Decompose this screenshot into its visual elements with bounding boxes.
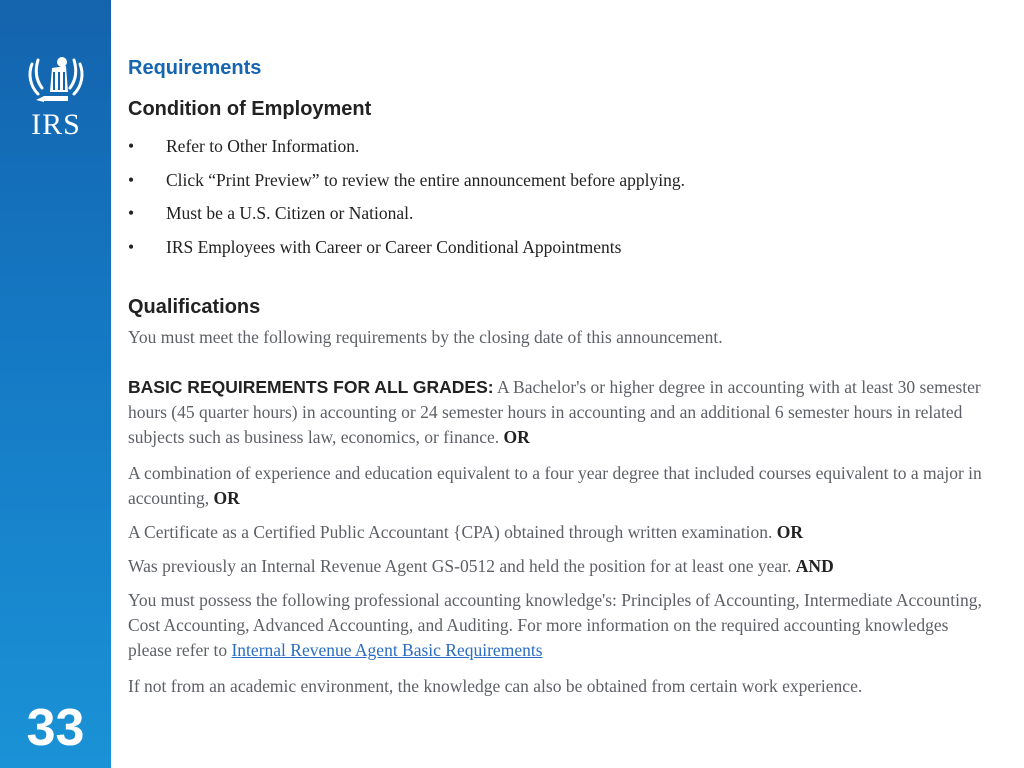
bullet: • xyxy=(128,169,135,190)
knowledge-paragraph xyxy=(128,588,988,663)
bullet: • xyxy=(128,236,135,257)
basic-requirements-paragraph xyxy=(128,375,988,450)
bullet: • xyxy=(128,203,135,223)
list-item xyxy=(128,235,685,269)
alternative-text: A Certificate as a Certified Public Accountant {CPA) obtained through written examination. xyxy=(128,522,777,542)
list-item-text: Must be a U.S. Citizen or National. xyxy=(166,203,414,223)
alternative-agent xyxy=(128,554,988,579)
basic-requirements-text: A Bachelor's or higher degree in accounting with at least 30 semester hours (45 quarter hours) in accounting or 24 semester hours in accounting and an additional 6 semester hours in related subjects such as business law, economics, or finance. xyxy=(128,377,981,447)
knowledge-text: You must possess the following professional accounting knowledge's: Principles of Accounting, Intermediate Accounting, Cost Accounting, Advanced Accounting, and Auditing. For more information on the required accounting knowledges please refer to xyxy=(128,590,982,660)
alternative-text: Was previously an Internal Revenue Agent GS-0512 and held the position for at least one year. xyxy=(128,556,796,576)
alternative-text: A combination of experience and education equivalent to a four year degree that included courses equivalent to a major in accounting, xyxy=(128,463,982,508)
basic-requirements-link[interactable]: Internal Revenue Agent Basic Requirements xyxy=(231,640,543,660)
list-item xyxy=(128,168,685,202)
alternative-cpa xyxy=(128,520,988,545)
list-item-text: Click “Print Preview” to review the entire announcement before applying. xyxy=(166,169,685,190)
work-experience-note: If not from an academic environment, the knowledge can also be obtained from certain work experience. xyxy=(128,676,863,696)
section-title: Requirements xyxy=(128,57,262,79)
condition-heading: Condition of Employment xyxy=(128,98,372,120)
list-item-text: Refer to Other Information. xyxy=(166,136,360,156)
list-item xyxy=(128,201,685,235)
list-item-text: IRS Employees with Career or Career Conditional Appointments xyxy=(166,236,622,257)
qualifications-heading: Qualifications xyxy=(128,296,261,318)
basic-requirements-label: BASIC REQUIREMENTS FOR ALL GRADES: xyxy=(128,377,494,397)
qualifications-intro: You must meet the following requirements by the closing date of this announcement. xyxy=(128,327,723,347)
bullet: • xyxy=(128,136,135,156)
or-connector: OR xyxy=(503,427,530,447)
irs-logo-text: IRS xyxy=(31,108,81,141)
and-connector: AND xyxy=(795,556,834,576)
condition-list xyxy=(128,134,685,268)
irs-eagle-logo-icon xyxy=(22,52,90,108)
page-number: 33 xyxy=(26,699,85,757)
sidebar xyxy=(0,0,111,768)
list-item xyxy=(128,134,685,168)
or-connector: OR xyxy=(776,522,804,542)
or-connector: OR xyxy=(213,488,240,508)
alternative-combination xyxy=(128,461,988,511)
